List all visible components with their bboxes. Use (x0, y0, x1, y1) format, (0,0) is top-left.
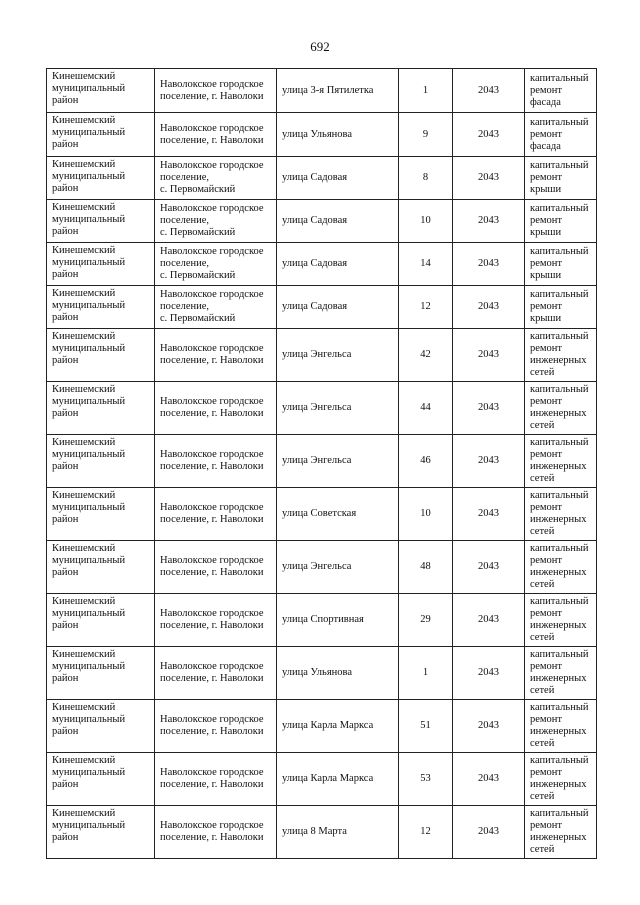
cell-district: Кинешемский муниципальный район (47, 382, 155, 435)
cell-year: 2043 (453, 329, 525, 382)
cell-work-type: капитальный ремонт крыши (525, 286, 597, 329)
cell-settlement: Наволокское городское поселение, г. Наволоки (155, 69, 277, 113)
cell-district: Кинешемский муниципальный район (47, 329, 155, 382)
cell-street: улица Энгельса (277, 329, 399, 382)
cell-year: 2043 (453, 647, 525, 700)
cell-street: улица Советская (277, 488, 399, 541)
cell-settlement: Наволокское городское поселение, г. Наволоки (155, 488, 277, 541)
cell-year: 2043 (453, 200, 525, 243)
repair-schedule-table (46, 68, 597, 859)
cell-year: 2043 (453, 700, 525, 753)
cell-work-type: капитальный ремонт инженерных сетей (525, 541, 597, 594)
cell-house-number: 12 (399, 806, 453, 859)
cell-settlement: Наволокское городское поселение, г. Наволоки (155, 806, 277, 859)
table-row (47, 541, 597, 594)
cell-district: Кинешемский муниципальный район (47, 541, 155, 594)
cell-year: 2043 (453, 113, 525, 157)
cell-street: улица 8 Марта (277, 806, 399, 859)
cell-work-type: капитальный ремонт инженерных сетей (525, 329, 597, 382)
cell-house-number: 44 (399, 382, 453, 435)
table-row (47, 700, 597, 753)
cell-street: улица Карла Маркса (277, 700, 399, 753)
table-row (47, 329, 597, 382)
table-row (47, 753, 597, 806)
cell-year: 2043 (453, 157, 525, 200)
cell-house-number: 42 (399, 329, 453, 382)
table-row (47, 157, 597, 200)
table-row (47, 286, 597, 329)
table-row (47, 382, 597, 435)
cell-settlement: Наволокское городское поселение, г. Наволоки (155, 647, 277, 700)
cell-settlement: Наволокское городское поселение, г. Наволоки (155, 753, 277, 806)
cell-work-type: капитальный ремонт инженерных сетей (525, 382, 597, 435)
cell-house-number: 12 (399, 286, 453, 329)
cell-work-type: капитальный ремонт инженерных сетей (525, 700, 597, 753)
cell-work-type: капитальный ремонт фасада (525, 113, 597, 157)
table-row (47, 200, 597, 243)
cell-street: улица Энгельса (277, 541, 399, 594)
cell-work-type: капитальный ремонт инженерных сетей (525, 435, 597, 488)
cell-year: 2043 (453, 806, 525, 859)
cell-house-number: 53 (399, 753, 453, 806)
cell-work-type: капитальный ремонт инженерных сетей (525, 488, 597, 541)
cell-work-type: капитальный ремонт инженерных сетей (525, 647, 597, 700)
cell-house-number: 48 (399, 541, 453, 594)
cell-year: 2043 (453, 541, 525, 594)
cell-settlement: Наволокское городское поселение, с. Первомайский (155, 286, 277, 329)
cell-settlement: Наволокское городское поселение, с. Первомайский (155, 157, 277, 200)
cell-work-type: капитальный ремонт инженерных сетей (525, 594, 597, 647)
cell-street: улица Садовая (277, 243, 399, 286)
cell-house-number: 10 (399, 488, 453, 541)
cell-district: Кинешемский муниципальный район (47, 700, 155, 753)
cell-street: улица Садовая (277, 286, 399, 329)
cell-work-type: капитальный ремонт крыши (525, 243, 597, 286)
cell-house-number: 46 (399, 435, 453, 488)
page-number: 692 (310, 39, 330, 54)
cell-district: Кинешемский муниципальный район (47, 435, 155, 488)
cell-street: улица Ульянова (277, 113, 399, 157)
cell-settlement: Наволокское городское поселение, г. Наволоки (155, 329, 277, 382)
cell-year: 2043 (453, 594, 525, 647)
cell-year: 2043 (453, 243, 525, 286)
table-row (47, 806, 597, 859)
cell-year: 2043 (453, 753, 525, 806)
cell-year: 2043 (453, 69, 525, 113)
cell-street: улица Садовая (277, 157, 399, 200)
table-row (47, 69, 597, 113)
cell-street: улица Садовая (277, 200, 399, 243)
cell-settlement: Наволокское городское поселение, г. Наволоки (155, 435, 277, 488)
cell-work-type: капитальный ремонт инженерных сетей (525, 753, 597, 806)
cell-work-type: капитальный ремонт крыши (525, 157, 597, 200)
cell-house-number: 14 (399, 243, 453, 286)
cell-district: Кинешемский муниципальный район (47, 488, 155, 541)
cell-street: улица Спортивная (277, 594, 399, 647)
cell-house-number: 29 (399, 594, 453, 647)
cell-district: Кинешемский муниципальный район (47, 69, 155, 113)
cell-settlement: Наволокское городское поселение, г. Наволоки (155, 541, 277, 594)
cell-district: Кинешемский муниципальный район (47, 200, 155, 243)
cell-house-number: 51 (399, 700, 453, 753)
cell-street: улица Ульянова (277, 647, 399, 700)
cell-year: 2043 (453, 488, 525, 541)
cell-house-number: 1 (399, 69, 453, 113)
cell-work-type: капитальный ремонт инженерных сетей (525, 806, 597, 859)
table-row (47, 594, 597, 647)
cell-street: улица Энгельса (277, 435, 399, 488)
cell-house-number: 8 (399, 157, 453, 200)
cell-street: улица Энгельса (277, 382, 399, 435)
cell-settlement: Наволокское городское поселение, г. Наволоки (155, 113, 277, 157)
cell-settlement: Наволокское городское поселение, г. Наволоки (155, 594, 277, 647)
table-row (47, 435, 597, 488)
cell-district: Кинешемский муниципальный район (47, 753, 155, 806)
cell-year: 2043 (453, 435, 525, 488)
cell-year: 2043 (453, 382, 525, 435)
cell-house-number: 10 (399, 200, 453, 243)
cell-district: Кинешемский муниципальный район (47, 286, 155, 329)
cell-work-type: капитальный ремонт фасада (525, 69, 597, 113)
cell-district: Кинешемский муниципальный район (47, 594, 155, 647)
cell-district: Кинешемский муниципальный район (47, 647, 155, 700)
table-body (47, 69, 597, 859)
cell-district: Кинешемский муниципальный район (47, 157, 155, 200)
table-row (47, 488, 597, 541)
table-row (47, 243, 597, 286)
cell-settlement: Наволокское городское поселение, с. Первомайский (155, 200, 277, 243)
cell-district: Кинешемский муниципальный район (47, 243, 155, 286)
cell-house-number: 9 (399, 113, 453, 157)
cell-street: улица Карла Маркса (277, 753, 399, 806)
cell-district: Кинешемский муниципальный район (47, 113, 155, 157)
cell-settlement: Наволокское городское поселение, с. Первомайский (155, 243, 277, 286)
cell-year: 2043 (453, 286, 525, 329)
cell-house-number: 1 (399, 647, 453, 700)
cell-settlement: Наволокское городское поселение, г. Наволоки (155, 382, 277, 435)
cell-district: Кинешемский муниципальный район (47, 806, 155, 859)
table-row (47, 113, 597, 157)
table-row (47, 647, 597, 700)
cell-settlement: Наволокское городское поселение, г. Наволоки (155, 700, 277, 753)
cell-street: улица 3-я Пятилетка (277, 69, 399, 113)
cell-work-type: капитальный ремонт крыши (525, 200, 597, 243)
